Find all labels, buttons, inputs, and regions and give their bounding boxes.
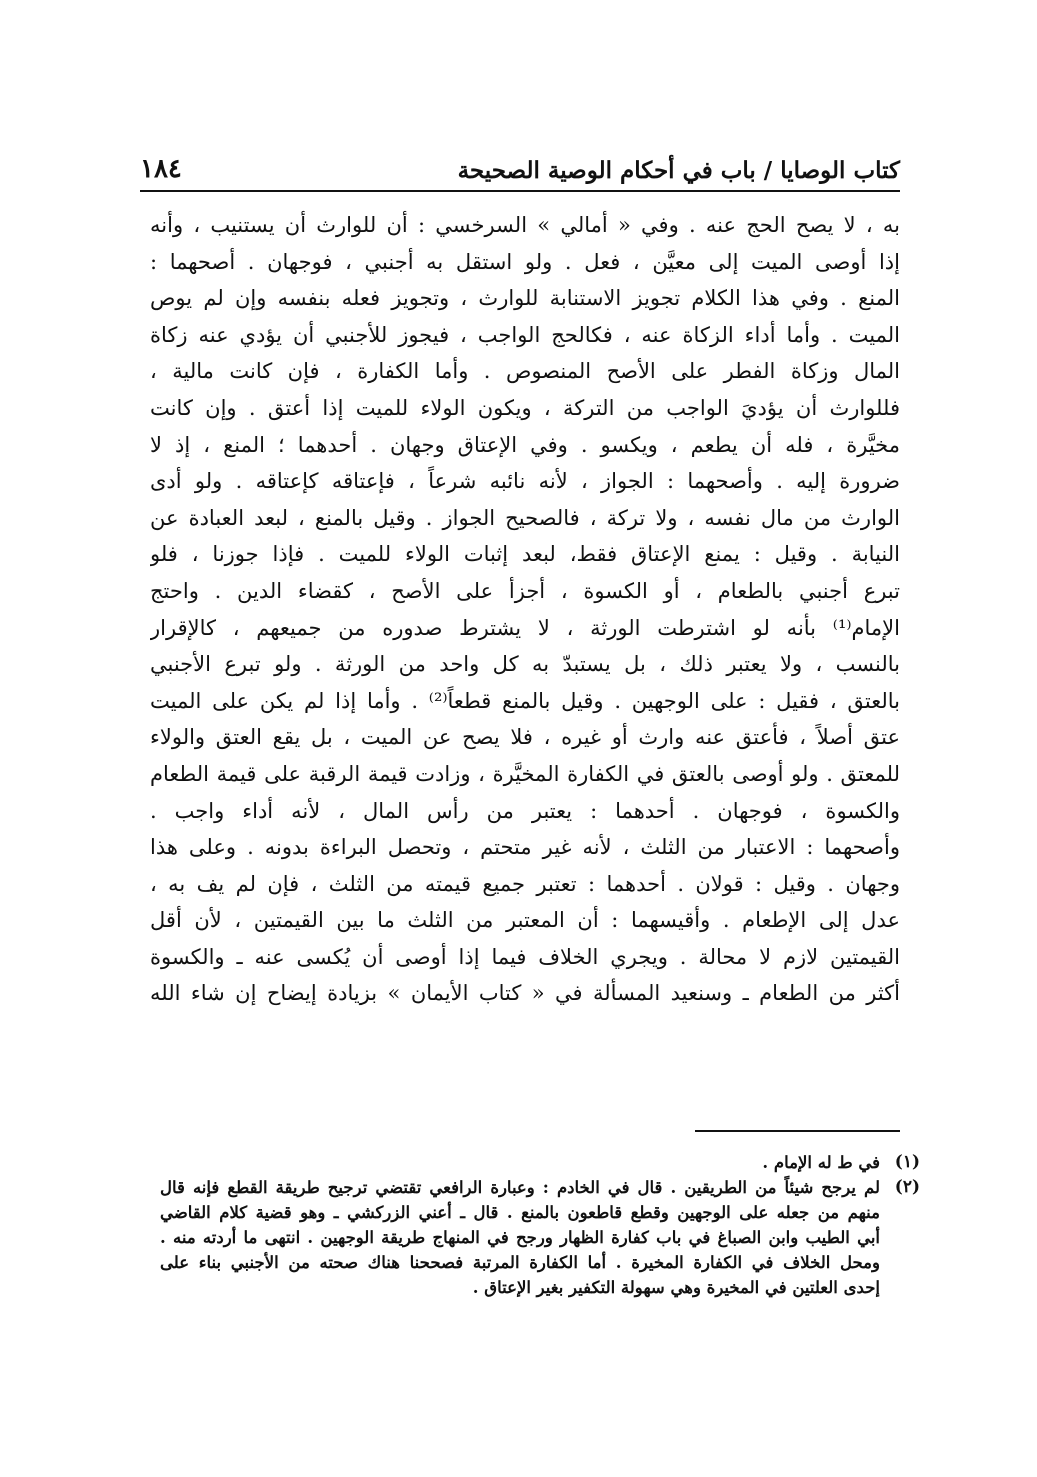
text-line: بالنسب ، ولا يعتبر ذلك ، بل يستبدّ به كل واحد من الورثة . ولو تبرع الأجنبي <box>150 652 900 677</box>
footnote-2 <box>160 1175 920 1300</box>
text-line: الإمام⁽¹⁾ بأنه لو اشترطت الورثة ، لا يشترط صدوره من جميعهم ، كالإقرار <box>150 615 900 640</box>
text-line: المال وزكاة الفطر على الأصح المنصوص . وأما الكفارة ، فإن كانت مالية ، <box>150 359 900 384</box>
text-line: المنع . وفي هذا الكلام تجويز الاستنابة للوارث ، وتجويز فعله بنفسه وإن لم يوص <box>150 286 900 311</box>
footnote-body <box>160 1175 880 1300</box>
footnote-line: منهم من جعله على الوجهين وقطع قاطعون بالمنع . قال ـ أعني الزركشي ـ وهو قضية كلام القاضي <box>160 1203 880 1222</box>
text-line: به ، لا يصح الحج عنه . وفي « أمالي » السرخسي : أن للوارث أن يستنيب ، وأنه <box>150 213 900 237</box>
footnote-line: إحدى العلتين في المخيرة وهي سهولة التكفير بغير الإعتاق . <box>472 1278 880 1297</box>
text-line: بالعتق ، فقيل : على الوجهين . وقيل بالمنع قطعاً⁽²⁾ . وأما إذا لم يكن على الميت <box>150 688 900 713</box>
running-header <box>140 138 900 184</box>
text-line: مخيَّرة ، فله أن يطعم ، ويكسو . وفي الإعتاق وجهان . أحدهما ؛ المنع ، إذ لا <box>150 432 900 457</box>
footnote-line: لم يرجح شيئاً من الطريقين . قال في الخادم : وعبارة الرافعي تقتضي ترجيح طريقة القطع فإنه قال <box>160 1178 880 1197</box>
text-line: القيمتين لازم لا محالة . ويجري الخلاف فيما إذا أوصى أن يُكسى عنه ـ والكسوة <box>150 944 900 969</box>
text-line: عتق أصلاً ، فأعتق عنه وارث أو غيره ، فلا يصح عن الميت ، بل يقع العتق والولاء <box>150 725 900 750</box>
footnote-body <box>160 1150 880 1175</box>
footnote-1 <box>160 1150 920 1175</box>
text-line: ضرورة إليه . وأصحهما : الجواز ، لأنه نائبه شرعاً ، فإعتاقه كإعتاقه . ولو أدى <box>150 469 900 494</box>
text-line: الوارث من مال نفسه ، ولا تركة ، فالصحيح الجواز . وقيل بالمنع ، لبعد العبادة عن <box>150 505 900 530</box>
text-line: وأصحهما : الاعتبار من الثلث ، لأنه غير متحتم ، وتحصل البراءة بدونه . وعلى هذا <box>150 835 900 860</box>
text-line: أكثر من الطعام ـ وسنعيد المسألة في « كتاب الأيمان » بزيادة إيضاح إن شاء الله <box>150 981 900 1006</box>
footnote-line: ومحل الخلاف في الكفارة المخيرة . أما الكفارة المرتبة فصححنا هناك صحته من الأجنبي بناء على <box>160 1253 880 1272</box>
page-number: ١٨٤ <box>140 154 182 184</box>
main-text <box>150 207 900 1012</box>
text-line: الميت . وأما أداء الزكاة عنه ، فكالحج الواجب ، فيجوز للأجنبي أن يؤدي عنه زكاة <box>150 322 900 347</box>
header-rule <box>140 190 900 192</box>
footnote-marker: (٢) <box>894 1177 920 1197</box>
header-title: كتاب الوصايا / باب في أحكام الوصية الصحيحة <box>457 157 900 184</box>
text-line: فللوارث أن يؤديَ الواجب من التركة ، ويكون الولاء للميت إذا أعتق . وإن كانت <box>150 395 900 420</box>
text-line: تبرع أجنبي بالطعام ، أو الكسوة ، أجزأ على الأصح ، كقضاء الدين . واحتج <box>150 578 900 603</box>
text-line: عدل إلى الإطعام . وأقيسهما : أن المعتبر من الثلث ما بين القيمتين ، لأن أقل <box>150 908 900 933</box>
footnote-line: في ط له الإمام . <box>762 1153 880 1172</box>
text-line: للمعتق . ولو أوصى بالعتق في الكفارة المخيَّرة ، وزادت قيمة الرقبة على قيمة الطعام <box>150 761 900 786</box>
text-line: النيابة . وقيل : يمنع الإعتاق فقط، لبعد إثبات الولاء للميت . فإذا جوزنا ، فلو <box>150 542 900 567</box>
footnote-line: أبي الطيب وابن الصباغ في باب كفارة الظهار ورجح في المنهاج طريقة الوجهين . انتهى ما أردته منه . <box>160 1228 880 1247</box>
footnote-separator <box>695 1130 900 1132</box>
footnote-marker: (١) <box>894 1152 920 1172</box>
text-line: وجهان . وقيل : قولان . أحدهما : تعتبر جميع قيمته من الثلث ، فإن لم يف به ، <box>150 871 900 896</box>
footnotes <box>160 1150 920 1300</box>
text-line: والكسوة ، فوجهان . أحدهما : يعتبر من رأس المال ، لأنه أداء واجب . <box>150 798 900 823</box>
text-line: إذا أوصى الميت إلى معيَّن ، فعل . ولو استقل به أجنبي ، فوجهان . أصحهما : <box>150 249 900 274</box>
